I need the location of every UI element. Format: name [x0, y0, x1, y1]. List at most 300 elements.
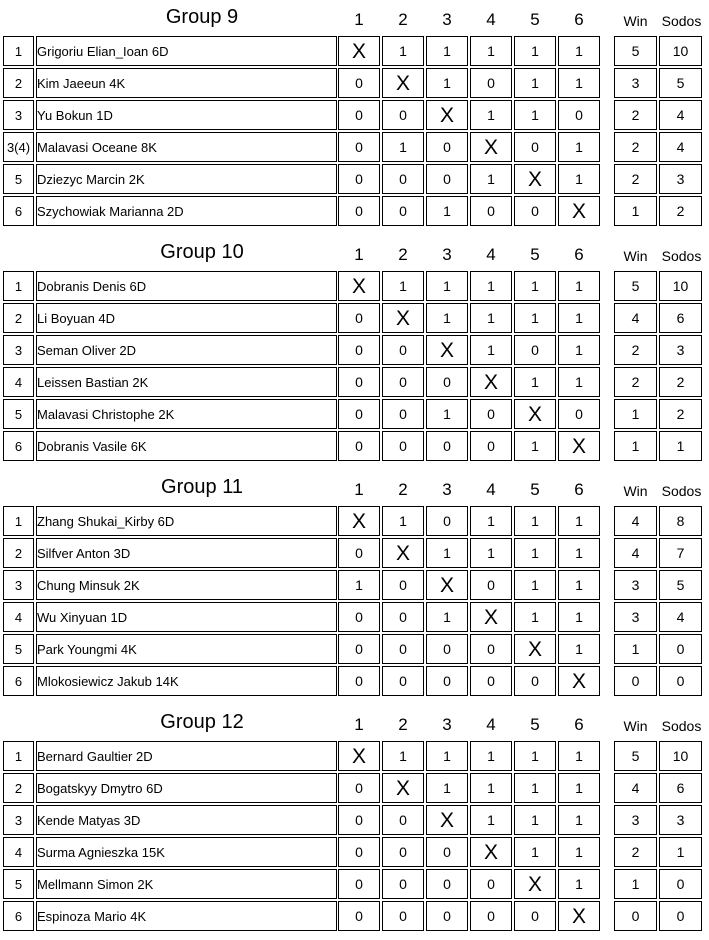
sodos-count-cell: 4	[659, 100, 702, 130]
sodos-count-cell: 5	[659, 68, 702, 98]
player-row	[3, 431, 337, 461]
win-count-cell: 4	[614, 538, 657, 568]
player-name-cell: Seman Oliver 2D	[36, 335, 337, 365]
win-count-cell: 2	[614, 837, 657, 867]
rank-cell: 5	[3, 164, 34, 194]
player-name-cell: Bogatskyy Dmytro 6D	[36, 773, 337, 803]
rank-cell: 1	[3, 506, 34, 536]
sodos-count-cell: 3	[659, 335, 702, 365]
player-row	[3, 399, 337, 429]
score-row	[614, 741, 702, 771]
result-cell: 0	[470, 431, 512, 461]
result-cell: 1	[426, 538, 468, 568]
result-row	[338, 538, 600, 568]
result-cell: 0	[382, 399, 424, 429]
result-cell: 0	[338, 68, 380, 98]
result-cell: 1	[514, 538, 556, 568]
result-cell: 1	[382, 506, 424, 536]
result-cell: 1	[470, 36, 512, 66]
sodos-count-cell: 5	[659, 570, 702, 600]
result-cell: 0	[338, 602, 380, 632]
result-row	[338, 367, 600, 397]
result-row	[338, 132, 600, 162]
player-name-cell: Zhang Shukai_Kirby 6D	[36, 506, 337, 536]
rank-cell: 6	[3, 196, 34, 226]
player-name-cell: Malavasi Oceane 8K	[36, 132, 337, 162]
result-cell: 1	[426, 271, 468, 301]
score-row	[614, 196, 702, 226]
result-cell: 0	[338, 335, 380, 365]
win-count-cell: 2	[614, 164, 657, 194]
win-count-cell: 1	[614, 634, 657, 664]
player-name-cell: Mlokosiewicz Jakub 14K	[36, 666, 337, 696]
player-row	[3, 837, 337, 867]
score-row	[614, 869, 702, 899]
result-cell: 1	[514, 773, 556, 803]
result-cell: 1	[382, 36, 424, 66]
rank-cell: 3	[3, 805, 34, 835]
result-cell: 1	[514, 506, 556, 536]
result-cell: 1	[426, 196, 468, 226]
result-cell: 1	[514, 36, 556, 66]
result-cell: 1	[558, 367, 600, 397]
round-column-header: 3	[442, 715, 452, 734]
rank-cell: 4	[3, 837, 34, 867]
result-cell: 1	[426, 602, 468, 632]
result-row	[338, 164, 600, 194]
result-row	[338, 773, 600, 803]
result-row	[338, 869, 600, 899]
result-row	[338, 303, 600, 333]
player-name-cell: Szychowiak Marianna 2D	[36, 196, 337, 226]
win-count-cell: 1	[614, 431, 657, 461]
sodos-column-header: Sodos	[661, 718, 702, 734]
rank-cell: 4	[3, 367, 34, 397]
round-column-header: 4	[486, 245, 496, 264]
result-row	[338, 805, 600, 835]
result-cell: 0	[426, 431, 468, 461]
result-cell: 1	[558, 869, 600, 899]
score-row	[614, 538, 702, 568]
score-row	[614, 36, 702, 66]
round-column-header: 2	[398, 10, 408, 29]
player-row	[3, 869, 337, 899]
result-cell: 1	[558, 164, 600, 194]
round-column-header: 4	[486, 480, 496, 499]
result-cell: 1	[514, 367, 556, 397]
self-cross-cell: X	[338, 271, 380, 301]
sodos-count-cell: 0	[659, 869, 702, 899]
result-cell: 0	[338, 901, 380, 931]
players-table	[1, 504, 339, 698]
round-column-header: 1	[354, 10, 364, 29]
result-row	[338, 837, 600, 867]
self-cross-cell: X	[382, 68, 424, 98]
score-row	[614, 367, 702, 397]
player-name-cell: Park Youngmi 4K	[36, 634, 337, 664]
result-cell: 0	[426, 164, 468, 194]
self-cross-cell: X	[470, 367, 512, 397]
result-cell: 1	[382, 271, 424, 301]
result-cell: 0	[470, 196, 512, 226]
group-title: Group 9	[165, 6, 239, 28]
results-matrix	[336, 269, 602, 463]
player-name-cell: Silfver Anton 3D	[36, 538, 337, 568]
sodos-count-cell: 2	[659, 196, 702, 226]
result-cell: 1	[426, 36, 468, 66]
group-block	[0, 0, 709, 235]
result-cell: 0	[470, 634, 512, 664]
player-name-cell: Dziezyc Marcin 2K	[36, 164, 337, 194]
win-count-cell: 0	[614, 666, 657, 696]
result-cell: 1	[470, 506, 512, 536]
round-column-header: 3	[442, 10, 452, 29]
result-cell: 1	[558, 68, 600, 98]
result-row	[338, 399, 600, 429]
self-cross-cell: X	[470, 132, 512, 162]
round-column-header: 3	[442, 245, 452, 264]
rank-cell: 6	[3, 901, 34, 931]
score-table	[612, 504, 704, 698]
group-block	[0, 470, 709, 705]
win-count-cell: 1	[614, 196, 657, 226]
result-cell: 0	[470, 666, 512, 696]
result-cell: 1	[514, 100, 556, 130]
result-cell: 1	[514, 602, 556, 632]
result-row	[338, 666, 600, 696]
result-cell: 1	[426, 773, 468, 803]
win-count-cell: 3	[614, 570, 657, 600]
results-matrix	[336, 34, 602, 228]
result-cell: 0	[382, 901, 424, 931]
self-cross-cell: X	[338, 36, 380, 66]
result-cell: 1	[558, 634, 600, 664]
result-cell: 0	[338, 132, 380, 162]
sodos-count-cell: 4	[659, 602, 702, 632]
result-row	[338, 36, 600, 66]
result-cell: 0	[514, 132, 556, 162]
result-cell: 1	[558, 335, 600, 365]
win-count-cell: 5	[614, 36, 657, 66]
sodos-count-cell: 4	[659, 132, 702, 162]
sodos-count-cell: 10	[659, 271, 702, 301]
result-cell: 1	[514, 741, 556, 771]
result-row	[338, 100, 600, 130]
result-cell: 0	[382, 164, 424, 194]
players-table	[1, 34, 339, 228]
result-cell: 0	[338, 805, 380, 835]
player-row	[3, 805, 337, 835]
result-cell: 0	[338, 431, 380, 461]
result-cell: 0	[338, 399, 380, 429]
score-table	[612, 739, 704, 933]
sodos-column-header: Sodos	[661, 248, 702, 264]
result-cell: 1	[558, 837, 600, 867]
result-cell: 0	[382, 869, 424, 899]
sodos-column-header: Sodos	[661, 13, 702, 29]
sodos-count-cell: 2	[659, 399, 702, 429]
result-cell: 0	[338, 634, 380, 664]
score-row	[614, 602, 702, 632]
score-row	[614, 837, 702, 867]
self-cross-cell: X	[558, 901, 600, 931]
result-cell: 1	[558, 741, 600, 771]
round-column-header: 6	[574, 10, 584, 29]
sodos-count-cell: 6	[659, 303, 702, 333]
self-cross-cell: X	[558, 666, 600, 696]
score-row	[614, 164, 702, 194]
result-cell: 1	[558, 506, 600, 536]
round-column-header: 1	[354, 715, 364, 734]
result-row	[338, 901, 600, 931]
player-row	[3, 132, 337, 162]
result-cell: 0	[470, 570, 512, 600]
group-title: Group 10	[160, 241, 244, 263]
score-row	[614, 335, 702, 365]
result-cell: 1	[426, 303, 468, 333]
round-column-header: 6	[574, 715, 584, 734]
rank-cell: 6	[3, 666, 34, 696]
win-column-header: Win	[623, 248, 648, 264]
result-cell: 1	[470, 335, 512, 365]
rank-cell: 2	[3, 538, 34, 568]
score-row	[614, 506, 702, 536]
player-name-cell: Chung Minsuk 2K	[36, 570, 337, 600]
round-column-header: 5	[530, 245, 540, 264]
result-cell: 0	[382, 634, 424, 664]
self-cross-cell: X	[382, 773, 424, 803]
result-cell: 0	[426, 901, 468, 931]
result-cell: 0	[382, 431, 424, 461]
round-column-header: 6	[574, 245, 584, 264]
rank-cell: 2	[3, 68, 34, 98]
result-cell: 1	[426, 741, 468, 771]
sodos-count-cell: 0	[659, 634, 702, 664]
score-row	[614, 132, 702, 162]
win-column-header: Win	[623, 718, 648, 734]
self-cross-cell: X	[382, 538, 424, 568]
result-cell: 0	[338, 837, 380, 867]
result-cell: 1	[514, 68, 556, 98]
result-cell: 0	[426, 634, 468, 664]
result-cell: 1	[382, 741, 424, 771]
result-cell: 0	[382, 805, 424, 835]
rank-cell: 3	[3, 570, 34, 600]
result-cell: 0	[426, 506, 468, 536]
rank-cell: 5	[3, 634, 34, 664]
result-cell: 1	[514, 805, 556, 835]
rank-cell: 4	[3, 602, 34, 632]
result-cell: 0	[426, 869, 468, 899]
result-row	[338, 602, 600, 632]
player-name-cell: Wu Xinyuan 1D	[36, 602, 337, 632]
player-row	[3, 335, 337, 365]
win-count-cell: 0	[614, 901, 657, 931]
result-cell: 0	[426, 132, 468, 162]
player-name-cell: Kende Matyas 3D	[36, 805, 337, 835]
win-count-cell: 1	[614, 399, 657, 429]
result-cell: 0	[470, 68, 512, 98]
self-cross-cell: X	[470, 837, 512, 867]
player-name-cell: Bernard Gaultier 2D	[36, 741, 337, 771]
result-cell: 0	[338, 666, 380, 696]
result-cell: 0	[514, 196, 556, 226]
rank-cell: 3	[3, 100, 34, 130]
group-block	[0, 705, 709, 940]
result-cell: 1	[382, 132, 424, 162]
result-cell: 0	[338, 367, 380, 397]
result-cell: 1	[514, 431, 556, 461]
self-cross-cell: X	[426, 335, 468, 365]
result-row	[338, 196, 600, 226]
result-row	[338, 431, 600, 461]
group-block	[0, 235, 709, 470]
self-cross-cell: X	[470, 602, 512, 632]
player-name-cell: Li Boyuan 4D	[36, 303, 337, 333]
self-cross-cell: X	[338, 506, 380, 536]
self-cross-cell: X	[558, 431, 600, 461]
result-cell: 0	[338, 303, 380, 333]
round-column-header: 4	[486, 715, 496, 734]
score-row	[614, 303, 702, 333]
win-count-cell: 4	[614, 303, 657, 333]
result-cell: 0	[382, 196, 424, 226]
result-cell: 0	[382, 100, 424, 130]
player-row	[3, 164, 337, 194]
sodos-count-cell: 2	[659, 367, 702, 397]
player-name-cell: Surma Agnieszka 15K	[36, 837, 337, 867]
player-name-cell: Kim Jaeeun 4K	[36, 68, 337, 98]
score-table	[612, 34, 704, 228]
result-row	[338, 335, 600, 365]
sodos-count-cell: 10	[659, 741, 702, 771]
round-column-header: 6	[574, 480, 584, 499]
score-row	[614, 399, 702, 429]
score-row	[614, 773, 702, 803]
sodos-count-cell: 1	[659, 431, 702, 461]
player-row	[3, 506, 337, 536]
score-row	[614, 68, 702, 98]
result-cell: 0	[426, 666, 468, 696]
result-cell: 0	[382, 335, 424, 365]
result-cell: 1	[470, 538, 512, 568]
player-row	[3, 666, 337, 696]
result-row	[338, 570, 600, 600]
rank-cell: 5	[3, 399, 34, 429]
win-count-cell: 5	[614, 741, 657, 771]
score-row	[614, 634, 702, 664]
result-cell: 0	[338, 164, 380, 194]
player-name-cell: Espinoza Mario 4K	[36, 901, 337, 931]
round-column-header: 2	[398, 245, 408, 264]
player-name-cell: Dobranis Vasile 6K	[36, 431, 337, 461]
result-cell: 0	[382, 570, 424, 600]
player-row	[3, 303, 337, 333]
player-name-cell: Leissen Bastian 2K	[36, 367, 337, 397]
win-column-header: Win	[623, 483, 648, 499]
sodos-count-cell: 7	[659, 538, 702, 568]
result-cell: 0	[426, 837, 468, 867]
round-column-header: 5	[530, 10, 540, 29]
result-cell: 0	[470, 901, 512, 931]
self-cross-cell: X	[558, 196, 600, 226]
result-cell: 1	[514, 570, 556, 600]
result-cell: 1	[426, 68, 468, 98]
result-cell: 1	[514, 303, 556, 333]
round-column-header: 1	[354, 245, 364, 264]
player-row	[3, 773, 337, 803]
win-count-cell: 2	[614, 367, 657, 397]
results-matrix	[336, 739, 602, 933]
player-name-cell: Dobranis Denis 6D	[36, 271, 337, 301]
player-name-cell: Grigoriu Elian_Ioan 6D	[36, 36, 337, 66]
sodos-column-header: Sodos	[661, 483, 702, 499]
player-row	[3, 36, 337, 66]
result-cell: 0	[514, 666, 556, 696]
result-cell: 0	[514, 335, 556, 365]
score-table	[612, 269, 704, 463]
result-cell: 1	[338, 570, 380, 600]
result-cell: 0	[382, 367, 424, 397]
result-cell: 1	[514, 271, 556, 301]
score-row	[614, 666, 702, 696]
win-column-header: Win	[623, 13, 648, 29]
score-row	[614, 570, 702, 600]
player-row	[3, 602, 337, 632]
result-cell: 1	[470, 100, 512, 130]
results-matrix	[336, 504, 602, 698]
self-cross-cell: X	[514, 869, 556, 899]
result-cell: 0	[558, 399, 600, 429]
win-count-cell: 3	[614, 805, 657, 835]
player-name-cell: Yu Bokun 1D	[36, 100, 337, 130]
rank-cell: 1	[3, 271, 34, 301]
sodos-count-cell: 8	[659, 506, 702, 536]
result-cell: 0	[382, 602, 424, 632]
sodos-count-cell: 10	[659, 36, 702, 66]
player-row	[3, 271, 337, 301]
round-column-header: 2	[398, 715, 408, 734]
result-cell: 1	[470, 773, 512, 803]
sodos-count-cell: 0	[659, 666, 702, 696]
player-row	[3, 570, 337, 600]
self-cross-cell: X	[426, 805, 468, 835]
win-count-cell: 3	[614, 602, 657, 632]
result-cell: 1	[558, 805, 600, 835]
round-column-header: 5	[530, 480, 540, 499]
player-row	[3, 196, 337, 226]
result-row	[338, 271, 600, 301]
players-table	[1, 269, 339, 463]
result-cell: 1	[514, 837, 556, 867]
win-count-cell: 2	[614, 100, 657, 130]
win-count-cell: 2	[614, 132, 657, 162]
win-count-cell: 3	[614, 68, 657, 98]
self-cross-cell: X	[514, 399, 556, 429]
result-cell: 1	[558, 303, 600, 333]
result-cell: 1	[558, 271, 600, 301]
players-table	[1, 739, 339, 933]
result-cell: 1	[470, 805, 512, 835]
result-row	[338, 634, 600, 664]
win-count-cell: 1	[614, 869, 657, 899]
result-cell: 1	[558, 132, 600, 162]
sodos-count-cell: 3	[659, 805, 702, 835]
win-count-cell: 5	[614, 271, 657, 301]
result-cell: 0	[382, 837, 424, 867]
score-row	[614, 901, 702, 931]
player-row	[3, 68, 337, 98]
